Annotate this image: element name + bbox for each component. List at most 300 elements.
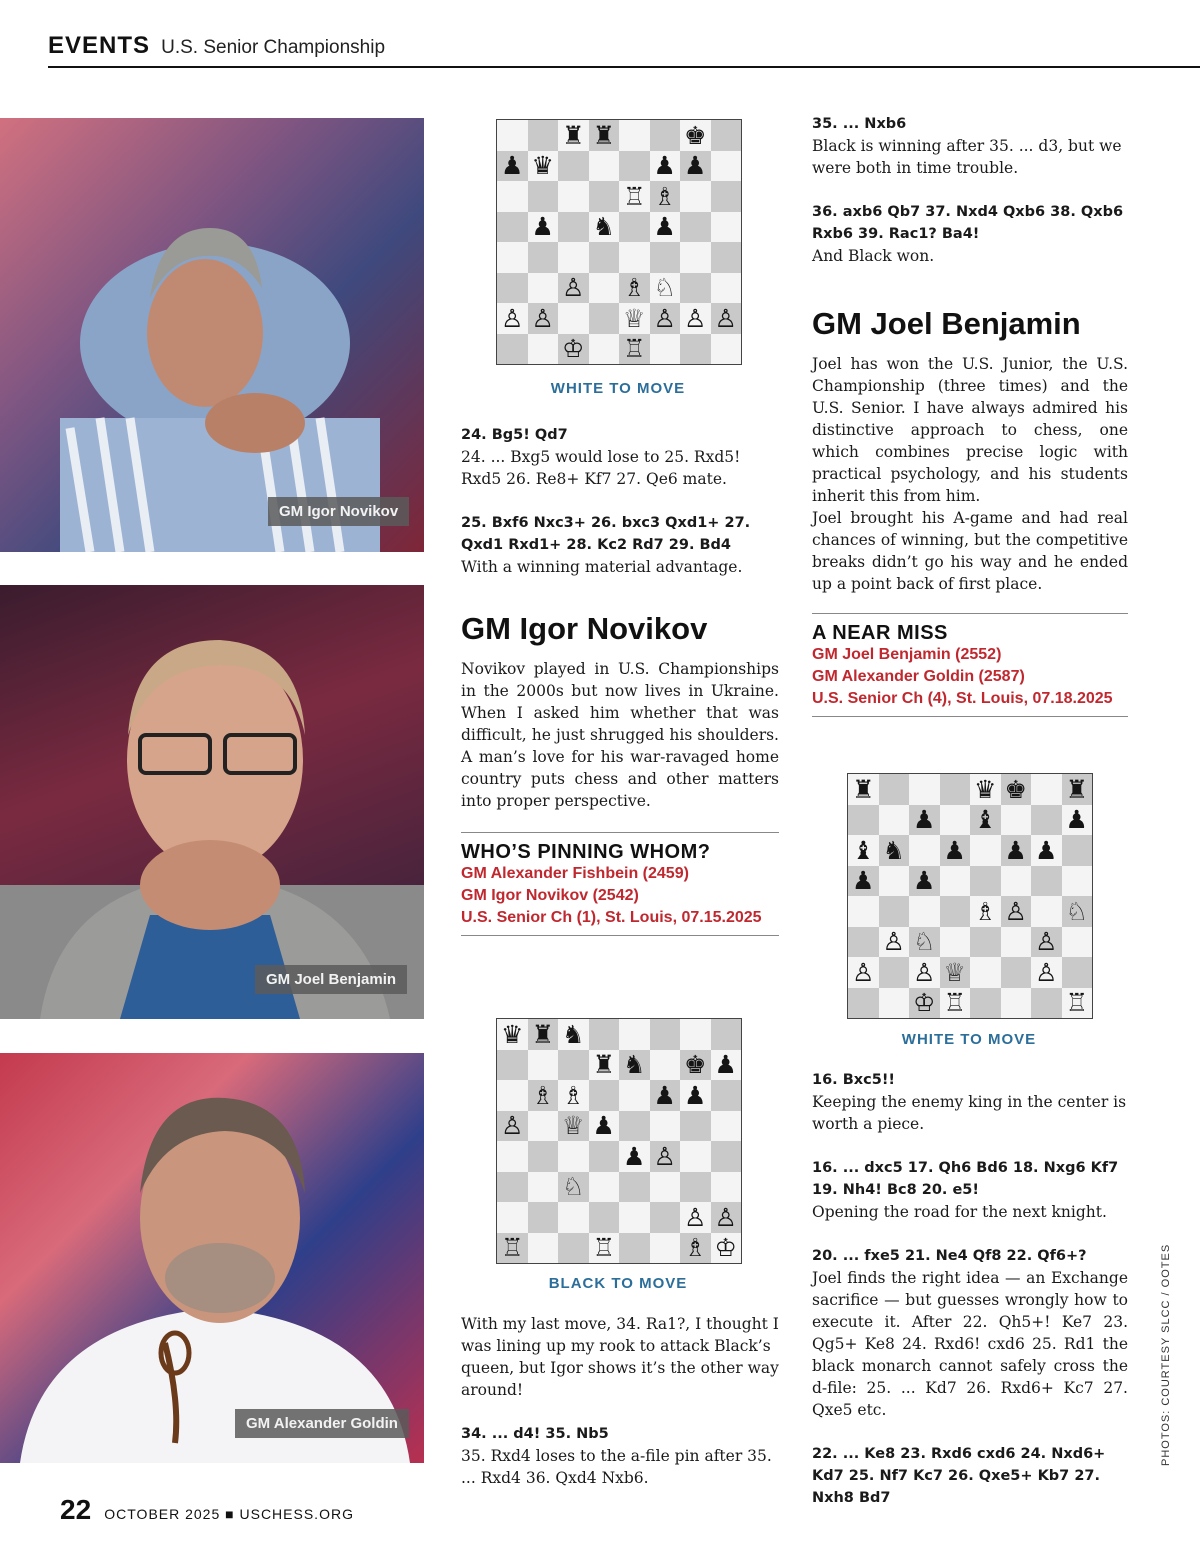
white-knight-icon: ♘	[562, 1172, 585, 1202]
board-square	[711, 242, 742, 273]
board-square	[558, 120, 589, 151]
white-king-icon: ♔	[913, 988, 936, 1018]
white-knight-icon: ♘	[1065, 896, 1088, 926]
black-knight-icon: ♞	[592, 212, 615, 242]
board-square	[497, 181, 528, 212]
to-move-label: WHITE TO MOVE	[901, 1031, 1037, 1048]
board-square	[680, 181, 711, 212]
white-bishop-icon: ♗	[562, 1080, 585, 1110]
board-square	[848, 988, 879, 1019]
board-square	[1062, 774, 1093, 805]
board-square	[619, 1233, 650, 1264]
black-rook-icon: ♜	[562, 120, 585, 150]
board-square	[619, 1050, 650, 1081]
move-note: And Black won.	[812, 247, 935, 265]
move-line: 25. Bxf6 Nxc3+ 26. bxc3 Qxd1+ 27. Qxd1 Rxd1+ 28. Kc2 Rd7 29. Bd4	[461, 515, 751, 553]
board-square	[1001, 866, 1032, 897]
board-square	[619, 242, 650, 273]
board-square	[650, 242, 681, 273]
board-square	[711, 334, 742, 365]
player-heading: GM Igor Novikov	[461, 611, 708, 646]
board-square	[940, 896, 971, 927]
board-square	[558, 334, 589, 365]
board-square	[589, 1172, 620, 1203]
board-square	[589, 1141, 620, 1172]
white-player: GM Joel Benjamin (2552)	[812, 646, 1002, 663]
board-square	[848, 774, 879, 805]
black-pawn-icon: ♟	[714, 1050, 737, 1080]
board-square	[558, 1172, 589, 1203]
board-square	[558, 303, 589, 334]
move-line: 36. axb6 Qb7 37. Nxd4 Qxb6 38. Qxb6 Rxb6 39. Rac1? Ba4!	[812, 204, 1124, 242]
board-square	[650, 120, 681, 151]
white-rook-icon: ♖	[1065, 988, 1088, 1018]
board-square	[497, 1233, 528, 1264]
board-square	[528, 273, 559, 304]
section-label: EVENTS	[48, 32, 151, 59]
board-square	[879, 927, 910, 958]
board-square	[1031, 866, 1062, 897]
player-bio: Novikov played in U.S. Championships in the 2000s but now lives in Ukraine. When I asked him whether that was difficult, he just shrugged his shoulders. A man’s love for his war-ravaged home country puts chess and other matters into proper perspective.	[461, 660, 779, 810]
board-square	[528, 1080, 559, 1111]
board-square	[528, 1111, 559, 1142]
white-king-icon: ♔	[714, 1233, 737, 1263]
board-square	[711, 1111, 742, 1142]
player-bio: Joel has won the U.S. Junior, the U.S. Championship (three times) and the U.S. Senior. I have always admired his distinctive approach to chess, one which combines precise logic with practical psychology, and his students inherit this from him.	[812, 355, 1128, 505]
white-pawn-icon: ♙	[714, 303, 737, 333]
photo-novikov	[0, 118, 424, 552]
board-square	[619, 303, 650, 334]
board-square	[909, 774, 940, 805]
black-pawn-icon: ♟	[653, 212, 676, 242]
board-square	[589, 1050, 620, 1081]
commentary: With my last move, 34. Ra1?, I thought I was lining up my rook to attack Black’s queen, but Igor shows it’s the other way around!	[461, 1315, 779, 1399]
photo-benjamin	[0, 585, 424, 1019]
board-square	[558, 1141, 589, 1172]
black-bishop-icon: ♝	[974, 805, 997, 835]
move-note: 35. Rxd4 loses to the a-file pin after 35. ... Rxd4 36. Qxd4 Nxb6.	[461, 1447, 772, 1487]
board-square	[940, 988, 971, 1019]
white-bishop-icon: ♗	[623, 273, 646, 303]
board-square	[680, 303, 711, 334]
game-header-box	[812, 613, 1128, 717]
board-square	[528, 181, 559, 212]
board-square	[848, 896, 879, 927]
white-queen-icon: ♕	[562, 1111, 585, 1141]
black-player: GM Igor Novikov (2542)	[461, 887, 639, 904]
white-rook-icon: ♖	[623, 334, 646, 364]
board-square	[497, 151, 528, 182]
board-square	[1062, 835, 1093, 866]
move-note: Keeping the enemy king in the center is worth a piece.	[812, 1093, 1127, 1133]
board-square	[909, 896, 940, 927]
board-square	[711, 303, 742, 334]
board-square	[528, 1050, 559, 1081]
white-pawn-icon: ♙	[1035, 927, 1058, 957]
board-square	[650, 1050, 681, 1081]
board-square	[940, 927, 971, 958]
board-square	[1062, 957, 1093, 988]
board-square	[711, 212, 742, 243]
board-square	[528, 212, 559, 243]
board-square	[497, 242, 528, 273]
white-bishop-icon: ♗	[684, 1233, 707, 1263]
board-square	[940, 835, 971, 866]
black-pawn-icon: ♟	[684, 151, 707, 181]
board-square	[879, 866, 910, 897]
board-square	[848, 866, 879, 897]
board-square	[558, 1050, 589, 1081]
board-square	[497, 1111, 528, 1142]
board-square	[619, 151, 650, 182]
board-square	[879, 988, 910, 1019]
board-square	[558, 1233, 589, 1264]
board-square	[589, 151, 620, 182]
black-queen-icon: ♛	[974, 774, 997, 804]
board-square	[711, 151, 742, 182]
white-pawn-icon: ♙	[684, 1202, 707, 1232]
board-square	[879, 957, 910, 988]
move-line: 34. ... d4! 35. Nb5	[461, 1426, 609, 1442]
white-bishop-icon: ♗	[974, 896, 997, 926]
board-square	[589, 1080, 620, 1111]
white-pawn-icon: ♙	[501, 303, 524, 333]
board-square	[589, 303, 620, 334]
black-queen-icon: ♛	[531, 151, 554, 181]
board-square	[1031, 988, 1062, 1019]
player-heading: GM Joel Benjamin	[812, 306, 1081, 341]
player-bio-2: Joel brought his A-game and had real chances of winning, but the competitive breaks didn’t go his way and he ended up a point back of first place.	[812, 509, 1128, 593]
move-note: Black is winning after 35. ... d3, but we were both in time trouble.	[812, 137, 1122, 177]
move-note: Opening the road for the next knight.	[812, 1203, 1107, 1221]
photo-goldin	[0, 1053, 424, 1463]
black-pawn-icon: ♟	[1004, 835, 1027, 865]
board-square	[589, 1233, 620, 1264]
board-square	[711, 120, 742, 151]
board-square	[589, 334, 620, 365]
black-pawn-icon: ♟	[852, 866, 875, 896]
board-square	[848, 957, 879, 988]
board-square	[940, 866, 971, 897]
board-square	[680, 1019, 711, 1050]
board-square	[909, 988, 940, 1019]
board-square	[879, 774, 910, 805]
board-square	[528, 1141, 559, 1172]
board-square	[879, 835, 910, 866]
board-square	[589, 242, 620, 273]
move-note: Joel finds the right idea — an Exchange sacrifice — but guesses wrongly how to execute it. After 22. Qh5+! Ke7 23. Qg5+ Ke8 24. Rxd6! cxd6 25. Rd1 the black monarch cannot safely cross the d-file: 25. ... Kd7 26. Rxd6+ Kc7 27. Qxe5 etc.	[812, 1269, 1128, 1419]
portrait-illustration	[0, 1053, 424, 1463]
board-square	[619, 334, 650, 365]
board-square	[970, 957, 1001, 988]
board-square	[711, 1141, 742, 1172]
board-square	[589, 212, 620, 243]
board-square	[558, 1111, 589, 1142]
chess-diagram-2	[496, 1018, 742, 1264]
board-square	[650, 1080, 681, 1111]
board-square	[619, 273, 650, 304]
board-square	[1001, 896, 1032, 927]
board-square	[528, 242, 559, 273]
move-line: 35. ... Nxb6	[812, 116, 907, 132]
board-square	[940, 805, 971, 836]
board-square	[528, 1172, 559, 1203]
game-header-box	[461, 832, 779, 936]
board-square	[497, 1172, 528, 1203]
game-title: A NEAR MISS	[812, 622, 948, 644]
board-square	[970, 866, 1001, 897]
board-square	[497, 303, 528, 334]
white-bishop-icon: ♗	[653, 181, 676, 211]
board-square	[711, 1050, 742, 1081]
board-square	[680, 1111, 711, 1142]
board-square	[619, 1111, 650, 1142]
board-square	[619, 181, 650, 212]
move-note: With a winning material advantage.	[461, 558, 743, 576]
board-square	[650, 303, 681, 334]
section-subtitle: U.S. Senior Championship	[161, 37, 386, 58]
board-square	[1031, 774, 1062, 805]
black-pawn-icon: ♟	[1065, 805, 1088, 835]
page-number: 22	[60, 1494, 92, 1525]
white-pawn-icon: ♙	[531, 303, 554, 333]
board-square	[1001, 927, 1032, 958]
white-knight-icon: ♘	[913, 927, 936, 957]
move-note: 24. ... Bxg5 would lose to 25. Rxd5! Rxd5 26. Re8+ Kf7 27. Qe6 mate.	[461, 448, 741, 488]
white-pawn-icon: ♙	[1004, 896, 1027, 926]
board-square	[1031, 896, 1062, 927]
board-square	[909, 957, 940, 988]
board-square	[1062, 805, 1093, 836]
white-rook-icon: ♖	[623, 181, 646, 211]
black-pawn-icon: ♟	[501, 151, 524, 181]
board-square	[558, 242, 589, 273]
board-square	[680, 273, 711, 304]
board-square	[589, 120, 620, 151]
move-line: 16. Bxc5!!	[812, 1072, 896, 1088]
black-king-icon: ♚	[684, 1050, 707, 1080]
board-square	[619, 1080, 650, 1111]
white-queen-icon: ♕	[943, 957, 966, 987]
board-square	[1001, 835, 1032, 866]
board-square	[497, 1050, 528, 1081]
event-line: U.S. Senior Ch (1), St. Louis, 07.15.2025	[461, 909, 762, 926]
board-square	[1062, 896, 1093, 927]
black-rook-icon: ♜	[592, 120, 615, 150]
board-square	[711, 273, 742, 304]
black-pawn-icon: ♟	[684, 1080, 707, 1110]
photo-caption: GM Igor Novikov	[268, 497, 409, 526]
black-knight-icon: ♞	[623, 1050, 646, 1080]
board-square	[589, 1019, 620, 1050]
board-square	[711, 1172, 742, 1203]
board-square	[497, 1019, 528, 1050]
black-rook-icon: ♜	[592, 1050, 615, 1080]
board-square	[680, 1202, 711, 1233]
board-square	[1031, 805, 1062, 836]
white-king-icon: ♔	[562, 334, 585, 364]
board-square	[711, 181, 742, 212]
black-queen-icon: ♛	[501, 1019, 524, 1049]
white-pawn-icon: ♙	[1035, 957, 1058, 987]
board-square	[497, 212, 528, 243]
board-square	[528, 303, 559, 334]
board-square	[848, 805, 879, 836]
board-square	[619, 1141, 650, 1172]
black-bishop-icon: ♝	[852, 835, 875, 865]
board-square	[909, 927, 940, 958]
white-rook-icon: ♖	[501, 1233, 524, 1263]
black-rook-icon: ♜	[852, 774, 875, 804]
board-square	[848, 835, 879, 866]
board-square	[940, 774, 971, 805]
black-player: GM Alexander Goldin (2587)	[812, 668, 1025, 685]
board-square	[1001, 988, 1032, 1019]
board-square	[558, 1202, 589, 1233]
board-square	[680, 151, 711, 182]
board-square	[1062, 988, 1093, 1019]
photo-caption: GM Alexander Goldin	[235, 1409, 409, 1438]
board-square	[680, 1141, 711, 1172]
board-square	[970, 988, 1001, 1019]
board-square	[528, 1019, 559, 1050]
column-2-bottom	[461, 1313, 779, 1489]
board-square	[589, 1111, 620, 1142]
chess-diagram-3	[847, 773, 1093, 1019]
board-square	[680, 334, 711, 365]
white-pawn-icon: ♙	[684, 303, 707, 333]
white-pawn-icon: ♙	[653, 303, 676, 333]
white-pawn-icon: ♙	[882, 927, 905, 957]
board-square	[497, 1080, 528, 1111]
board-square	[940, 957, 971, 988]
board-square	[848, 927, 879, 958]
to-move-label: WHITE TO MOVE	[550, 380, 686, 397]
board-square	[711, 1233, 742, 1264]
board-square	[650, 212, 681, 243]
board-square	[558, 1080, 589, 1111]
issue-info: OCTOBER 2025 ■ USCHESS.ORG	[104, 1506, 354, 1522]
board-square	[1001, 774, 1032, 805]
move-line: 16. ... dxc5 17. Qh6 Bd6 18. Nxg6 Kf7 19. Nh4! Bc8 20. e5!	[812, 1160, 1119, 1198]
black-pawn-icon: ♟	[943, 835, 966, 865]
white-pawn-icon: ♙	[653, 1141, 676, 1171]
board-square	[1001, 957, 1032, 988]
board-square	[909, 835, 940, 866]
page-footer	[60, 1494, 354, 1526]
board-square	[528, 120, 559, 151]
white-pawn-icon: ♙	[913, 957, 936, 987]
black-pawn-icon: ♟	[1035, 835, 1058, 865]
board-square	[589, 1202, 620, 1233]
black-king-icon: ♚	[684, 120, 707, 150]
game-title: WHO’S PINNING WHOM?	[461, 841, 711, 863]
column-3-bottom	[812, 1069, 1128, 1509]
board-square	[589, 181, 620, 212]
white-bishop-icon: ♗	[531, 1080, 554, 1110]
board-square	[909, 805, 940, 836]
board-square	[650, 181, 681, 212]
portrait-illustration	[0, 118, 424, 552]
white-pawn-icon: ♙	[852, 957, 875, 987]
board-square	[528, 1233, 559, 1264]
board-square	[528, 1202, 559, 1233]
black-king-icon: ♚	[1004, 774, 1027, 804]
board-square	[650, 151, 681, 182]
chess-diagram-1	[496, 119, 742, 365]
board-square	[558, 1019, 589, 1050]
portrait-illustration	[0, 585, 424, 1019]
board-square	[1001, 805, 1032, 836]
white-rook-icon: ♖	[943, 988, 966, 1018]
move-line: 22. ... Ke8 23. Rxd6 cxd6 24. Nxd6+ Kd7 25. Nf7 Kc7 26. Qxe5+ Kb7 27. Nxh8 Bd7	[812, 1446, 1106, 1506]
to-move-label: BLACK TO MOVE	[548, 1275, 688, 1292]
black-pawn-icon: ♟	[592, 1111, 615, 1141]
board-square	[680, 1233, 711, 1264]
board-square	[650, 1019, 681, 1050]
board-square	[497, 1141, 528, 1172]
white-pawn-icon: ♙	[501, 1111, 524, 1141]
black-pawn-icon: ♟	[913, 866, 936, 896]
white-pawn-icon: ♙	[562, 273, 585, 303]
board-square	[619, 1172, 650, 1203]
black-pawn-icon: ♟	[913, 805, 936, 835]
board-square	[650, 1111, 681, 1142]
board-square	[497, 334, 528, 365]
event-line: U.S. Senior Ch (4), St. Louis, 07.18.2025	[812, 690, 1113, 707]
board-square	[497, 273, 528, 304]
board-square	[711, 1080, 742, 1111]
board-square	[680, 1050, 711, 1081]
board-square	[619, 212, 650, 243]
white-player: GM Alexander Fishbein (2459)	[461, 865, 689, 882]
board-square	[970, 805, 1001, 836]
page-header	[48, 32, 1200, 68]
photo-credit	[1146, 1243, 1186, 1468]
move-line: 20. ... fxe5 21. Ne4 Qf8 22. Qf6+?	[812, 1248, 1087, 1264]
board-square	[1031, 927, 1062, 958]
board-square	[680, 1172, 711, 1203]
board-square	[650, 1141, 681, 1172]
white-pawn-icon: ♙	[714, 1202, 737, 1232]
board-square	[528, 151, 559, 182]
board-square	[558, 273, 589, 304]
black-pawn-icon: ♟	[653, 1080, 676, 1110]
board-square	[970, 835, 1001, 866]
board-square	[711, 1202, 742, 1233]
board-square	[650, 1172, 681, 1203]
board-square	[909, 866, 940, 897]
board-square	[879, 805, 910, 836]
board-square	[1031, 957, 1062, 988]
board-square	[1031, 835, 1062, 866]
board-square	[879, 896, 910, 927]
black-pawn-icon: ♟	[531, 212, 554, 242]
board-square	[497, 1202, 528, 1233]
board-square	[680, 1080, 711, 1111]
column-3-top	[812, 113, 1128, 717]
board-square	[1062, 866, 1093, 897]
board-square	[970, 896, 1001, 927]
photo-credit-text: PHOTOS: COURTESY SLCC / OOTES	[1160, 1243, 1172, 1466]
black-pawn-icon: ♟	[623, 1141, 646, 1171]
black-pawn-icon: ♟	[653, 151, 676, 181]
white-queen-icon: ♕	[623, 303, 646, 333]
board-square	[619, 1202, 650, 1233]
black-knight-icon: ♞	[562, 1019, 585, 1049]
black-knight-icon: ♞	[882, 835, 905, 865]
board-square	[680, 212, 711, 243]
